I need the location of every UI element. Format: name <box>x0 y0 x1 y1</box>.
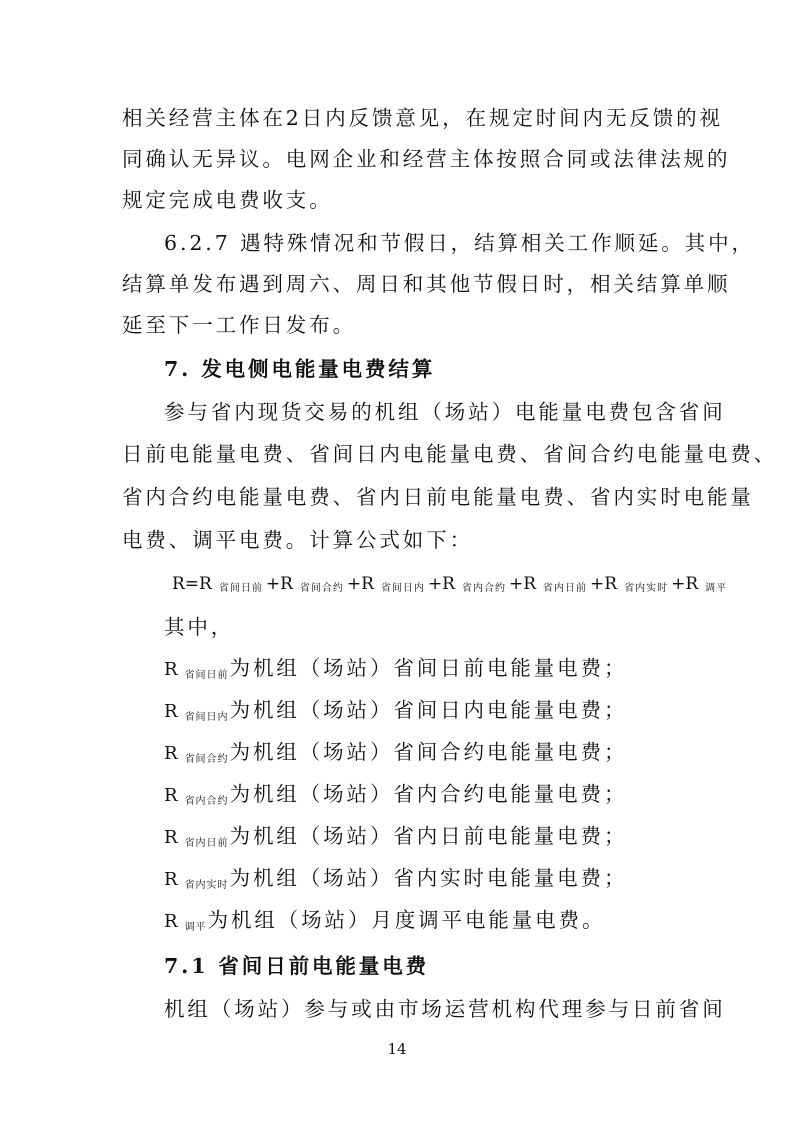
formula-subscript: 省内合约 <box>461 583 506 594</box>
definition-symbol: R <box>164 827 178 848</box>
definition-text: 为机组（场站）省间合约电能量电费； <box>229 740 628 764</box>
definition-symbol: R <box>164 701 178 722</box>
settlement-formula <box>172 570 730 603</box>
definition-symbol: R <box>164 869 178 890</box>
definition-subscript: 省间日前 <box>184 670 229 681</box>
where-label: 其中， <box>164 615 235 639</box>
page-number: 14 <box>387 1040 407 1058</box>
formula-subscript: 省内实时 <box>624 583 669 594</box>
definition-subscript: 省间日内 <box>184 712 229 723</box>
definition-line <box>164 906 605 942</box>
definition-subscript: 省内合约 <box>184 796 229 807</box>
definition-text: 为机组（场站）月度调平电能量电费。 <box>207 908 606 932</box>
paragraph-line: 参与省内现货交易的机组（场站）电能量电费包含省间 <box>164 400 726 424</box>
definition-symbol: R <box>164 785 178 806</box>
definition-text: 为机组（场站）省间日内电能量电费； <box>229 698 628 722</box>
definition-text: 为机组（场站）省内日前电能量电费； <box>229 824 628 848</box>
definition-line <box>164 738 627 774</box>
formula-subscript: 省间日前 <box>218 583 263 594</box>
paragraph-line: 日前电能量电费、省间日内电能量电费、省间合约电能量电费、 <box>122 442 778 466</box>
definition-line <box>164 654 627 690</box>
definition-subscript: 调平 <box>184 922 207 933</box>
paragraph-line: 电费、调平电费。计算公式如下： <box>122 528 473 552</box>
definition-symbol: R <box>164 743 178 764</box>
section-heading-7: 7. 发电侧电能量电费结算 <box>164 357 436 381</box>
paragraph-line: 机组（场站）参与或由市场运营机构代理参与日前省间 <box>164 997 726 1021</box>
formula-subscript: 调平 <box>705 583 728 594</box>
definition-symbol: R <box>164 659 178 680</box>
paragraph-line: 延至下一工作日发布。 <box>122 313 356 337</box>
definition-subscript: 省内实时 <box>184 880 229 891</box>
formula-plus-term: +R <box>671 574 699 594</box>
section-heading-7-1: 7.1 省间日前电能量电费 <box>164 954 430 978</box>
formula-subscript: 省间合约 <box>299 583 344 594</box>
paragraph-line: 6.2.7 遇特殊情况和节假日，结算相关工作顺延。其中， <box>164 231 755 255</box>
paragraph-line: 省内合约电能量电费、省内日前电能量电费、省内实时电能量 <box>122 485 754 509</box>
definition-symbol: R <box>164 911 178 932</box>
definition-subscript: 省间合约 <box>184 754 229 765</box>
paragraph-line: 相关经营主体在2日内反馈意见，在规定时间内无反馈的视 <box>122 106 723 130</box>
formula-plus-term: +R <box>346 574 374 594</box>
formula-subscript: 省内日前 <box>543 583 588 594</box>
paragraph-line: 规定完成电费收支。 <box>122 188 333 212</box>
paragraph-line: 同确认无异议。电网企业和经营主体按照合同或法律法规的 <box>122 147 731 171</box>
formula-plus-term: +R <box>508 574 537 594</box>
formula-plus-term: +R <box>590 574 618 594</box>
formula-plus-term: +R <box>427 574 455 594</box>
definition-text: 为机组（场站）省内实时电能量电费； <box>229 866 628 890</box>
formula-subscript: 省间日内 <box>380 583 425 594</box>
formula-plus-term: +R <box>265 574 293 594</box>
paragraph-line: 结算单发布遇到周六、周日和其他节假日时，相关结算单顺 <box>122 272 731 296</box>
definition-subscript: 省内日前 <box>184 838 229 849</box>
definition-line <box>164 696 627 732</box>
definition-line <box>164 822 627 858</box>
definition-text: 为机组（场站）省间日前电能量电费； <box>229 656 628 680</box>
definition-line <box>164 864 627 900</box>
definition-text: 为机组（场站）省内合约电能量电费； <box>229 782 628 806</box>
definition-line <box>164 780 627 816</box>
formula-lhs: R=R <box>172 574 212 594</box>
